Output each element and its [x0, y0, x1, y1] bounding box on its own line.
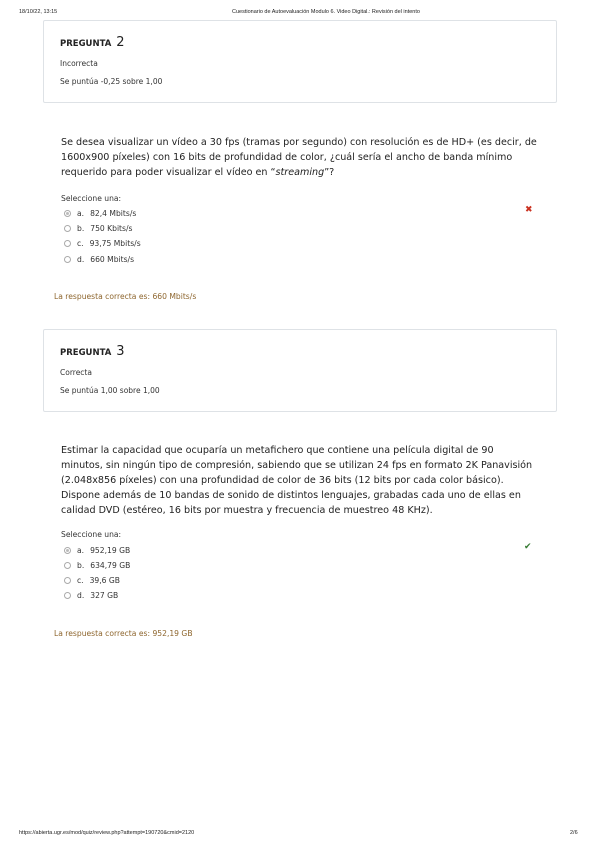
- radio-button[interactable]: [64, 240, 71, 247]
- radio-button[interactable]: [64, 547, 71, 554]
- question-2-grade: Se puntúa -0,25 sobre 1,00: [60, 77, 163, 86]
- option-text: 82,4 Mbits/s: [90, 208, 137, 218]
- option-text: 39,6 GB: [89, 575, 121, 585]
- option-letter: c.: [77, 238, 84, 248]
- question-2-text: [61, 135, 537, 180]
- question-label: PREGUNTA: [60, 39, 112, 49]
- question-3-prompt: Seleccione una:: [61, 530, 122, 539]
- option-letter: c.: [77, 575, 84, 585]
- question-3-number: [60, 344, 125, 359]
- correct-icon: ✔: [524, 542, 532, 552]
- question-2-option-d[interactable]: [64, 253, 134, 265]
- question-number-value: 2: [116, 35, 125, 50]
- question-2-text-end: ”?: [324, 167, 335, 178]
- question-3-option-b[interactable]: [64, 559, 130, 571]
- question-3-state: Correcta: [60, 368, 92, 377]
- radio-button[interactable]: [64, 256, 71, 263]
- question-2-text-emphasis: streaming: [275, 167, 325, 178]
- radio-button[interactable]: [64, 577, 71, 584]
- option-letter: b.: [77, 560, 85, 570]
- option-letter: d.: [77, 254, 85, 264]
- question-2-prompt: Seleccione una:: [61, 194, 122, 203]
- radio-button[interactable]: [64, 210, 71, 217]
- option-letter: a.: [77, 545, 85, 555]
- question-2-option-a[interactable]: [64, 207, 136, 219]
- question-3-grade: Se puntúa 1,00 sobre 1,00: [60, 386, 160, 395]
- radio-button[interactable]: [64, 225, 71, 232]
- question-3-option-c[interactable]: [64, 574, 120, 586]
- option-text: 327 GB: [90, 590, 119, 600]
- print-datetime: 18/10/22, 13:15: [19, 9, 58, 15]
- option-text: 634,79 GB: [90, 560, 131, 570]
- question-3-info: [43, 329, 557, 412]
- question-3-option-a[interactable]: [64, 544, 130, 556]
- question-3-option-d[interactable]: [64, 589, 118, 601]
- question-label: PREGUNTA: [60, 348, 112, 358]
- print-page-number: 2/6: [570, 830, 578, 836]
- option-text: 93,75 Mbits/s: [89, 238, 141, 248]
- question-2-text-main: Se desea visualizar un vídeo a 30 fps (tramas por segundo) con resolución es de HD+ (es decir, de 1600x900 píxeles) con 16 bits de profundidad de color, ¿cuál sería el ancho de banda mínimo requerido para poder visualizar el vídeo en “: [61, 137, 537, 178]
- radio-button[interactable]: [64, 592, 71, 599]
- option-text: 660 Mbits/s: [90, 254, 135, 264]
- print-page-title: Cuestionario de Autoevaluación Modulo 6. Video Digital.: Revisión del intento: [232, 9, 420, 15]
- question-2-option-c[interactable]: [64, 237, 141, 249]
- question-2-state: Incorrecta: [60, 59, 98, 68]
- question-2-info: [43, 20, 557, 103]
- option-text: 750 Kbits/s: [90, 223, 133, 233]
- question-number-value: 3: [116, 344, 125, 359]
- option-letter: b.: [77, 223, 85, 233]
- question-2-number: [60, 35, 125, 50]
- option-text: 952,19 GB: [90, 545, 131, 555]
- incorrect-icon: ✖: [525, 205, 533, 215]
- question-3-feedback: La respuesta correcta es: 952,19 GB: [54, 629, 193, 638]
- radio-button[interactable]: [64, 562, 71, 569]
- option-letter: a.: [77, 208, 85, 218]
- question-2-option-b[interactable]: [64, 222, 133, 234]
- print-url: https://abierta.ugr.es/mod/quiz/review.php?attempt=190720&cmid=2120: [19, 830, 195, 836]
- option-letter: d.: [77, 590, 85, 600]
- question-2-feedback: La respuesta correcta es: 660 Mbits/s: [54, 292, 197, 301]
- question-3-text: Estimar la capacidad que ocuparía un metafichero que contiene una película digital de 90 minutos, sin ningún tipo de compresión, sabiendo que se utilizan 24 fps en formato 2K Panavisión (2.048x856 píxeles) con una profundidad de color de 36 bits (12 bits por cada color básico). Dispone además de 10 bandas de sonido de distintos lenguajes, grabadas cada uno de ellas en calidad DVD (estéreo, 16 bits por muestra y frecuencia de muestreo 48 KHz).: [61, 445, 533, 516]
